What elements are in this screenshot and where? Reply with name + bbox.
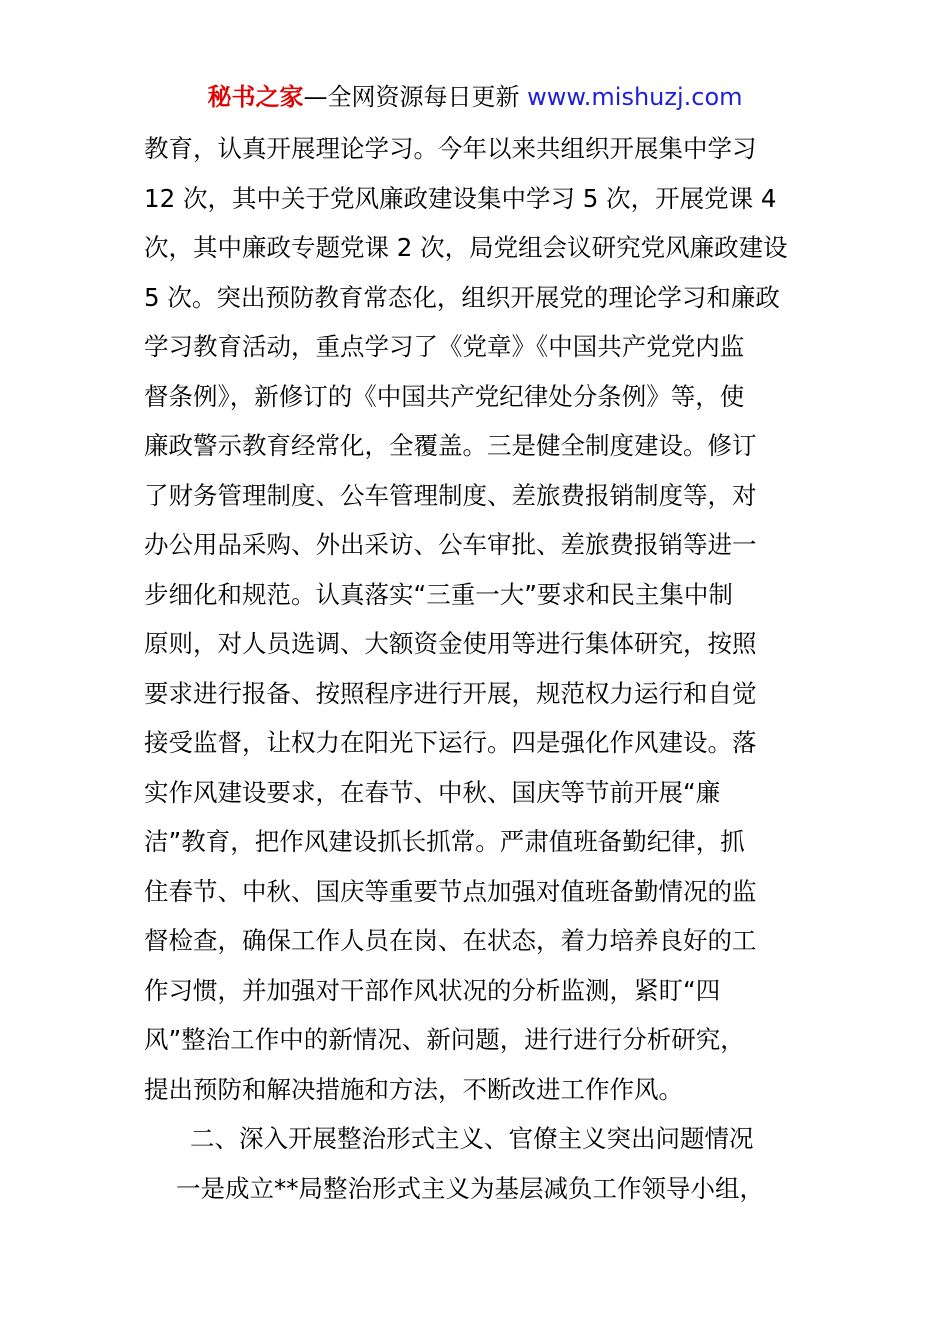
body-line: 12 次，其中关于党风廉政建设集中学习 5 次，开展党课 4 [144,183,777,213]
body-line: 廉政警示教育经常化，全覆盖。三是健全制度建设。修订 [144,431,757,460]
site-tagline: —全网资源每日更新 [303,83,528,111]
site-url-link[interactable]: www.mishuzj.com [527,83,743,111]
document-body [144,124,824,1213]
body-line: 实作风建设要求，在春节、中秋、国庆等节前开展“廉 [144,777,721,807]
body-line: 步细化和规范。认真落实“三重一大”要求和民主集中制 [144,579,733,609]
body-line: 督检查，确保工作人员在岗、在状态，着力培养良好的工 [144,926,757,955]
site-header [0,80,950,114]
body-line: 办公用品采购、外出采访、公车审批、差旅费报销等进一 [144,530,757,559]
body-line: 要求进行报备、按照程序进行开展，规范权力运行和自觉 [144,678,757,708]
body-line: 了财务管理制度、公车管理制度、差旅费报销制度等，对 [144,480,757,510]
body-line: 学习教育活动，重点学习了《党章》《中国共产党党内监 [144,332,745,361]
section-heading: 二、深入开展整治形式主义、官僚主义突出问题情况 [190,1124,754,1153]
body-line: 提出预防和解决措施和方法，不断改进工作作风。 [144,1074,683,1104]
body-line: 洁”教育，把作风建设抓长抓常。严肃值班备勤纪律，抓 [144,827,745,856]
body-line: 住春节、中秋、国庆等重要节点加强对值班备勤情况的监 [144,876,757,906]
site-brand: 秘书之家 [207,83,304,111]
body-line: 5 次。突出预防教育常态化，组织开展党的理论学习和廉政 [144,282,780,312]
body-line: 风”整治工作中的新情况、新问题，进行进行分析研究， [144,1025,745,1054]
body-line: 作习惯，并加强对干部作风状况的分析监测，紧盯“四 [144,975,721,1005]
body-line: 接受监督，让权力在阳光下运行。四是强化作风建设。落 [144,728,757,757]
body-line: 原则，对人员选调、大额资金使用等进行集体研究，按照 [144,629,757,658]
section-first-line: 一是成立**局整治形式主义为基层减负工作领导小组， [176,1173,764,1203]
body-line: 教育，认真开展理论学习。今年以来共组织开展集中学习 [144,134,757,163]
body-line: 督条例》，新修订的《中国共产党纪律处分条例》等，使 [144,381,745,411]
body-line: 次，其中廉政专题党课 2 次，局党组会议研究党风廉政建设 [144,233,788,262]
